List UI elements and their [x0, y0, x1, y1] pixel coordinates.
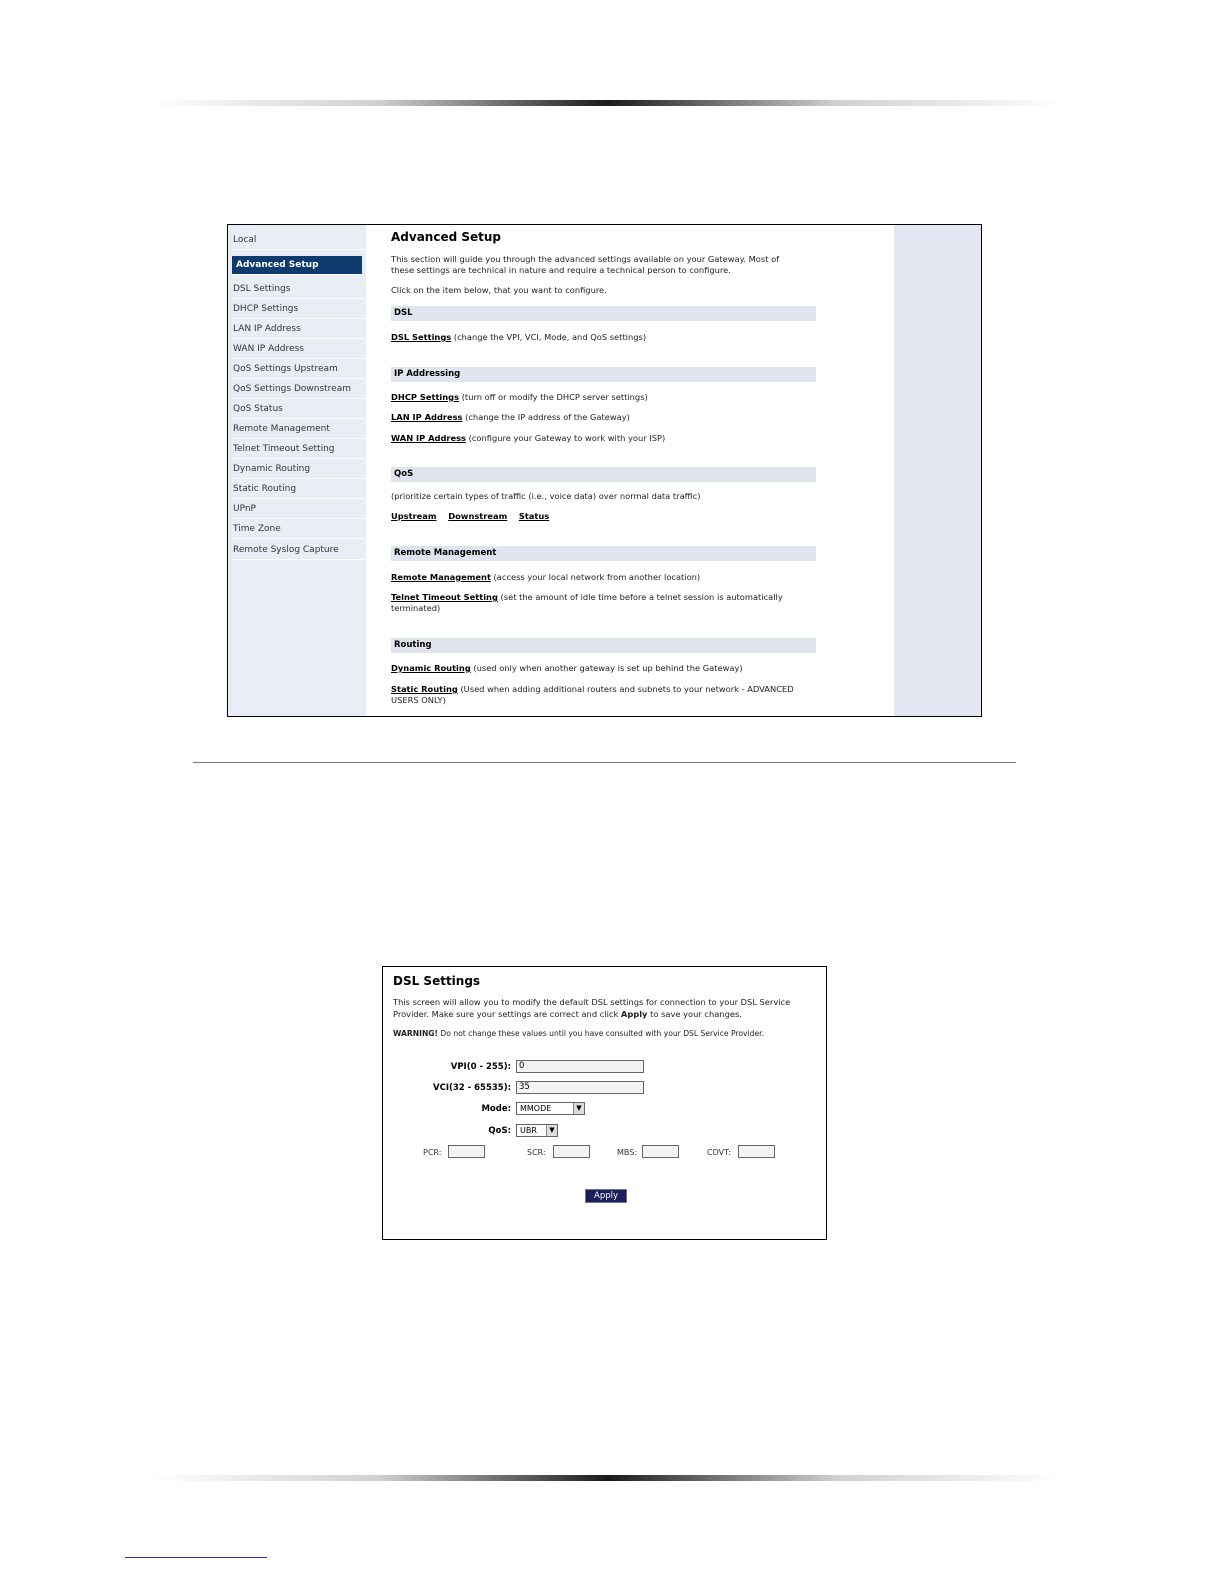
- dynamic-routing-desc: (used only when another gateway is set up behind the Gateway): [470, 663, 743, 673]
- mode-select-value: MMODE: [520, 1104, 552, 1113]
- telnet-timeout-row: [391, 592, 783, 603]
- instruction-text: Click on the item below, that you want to configure.: [391, 285, 607, 295]
- section-header-routing: Routing: [391, 638, 816, 653]
- vpi-label: VPI(0 - 255):: [450, 1062, 511, 1072]
- warning-label: WARNING!: [393, 1029, 438, 1038]
- static-routing-desc-2: USERS ONLY): [391, 695, 446, 705]
- wan-ip-desc: (configure your Gateway to work with your ISP): [465, 433, 666, 443]
- section-header-dsl: DSL: [391, 306, 816, 321]
- vci-label: VCI(32 - 65535):: [433, 1083, 511, 1093]
- qos-label: QoS:: [488, 1126, 511, 1136]
- scr-label: SCR:: [527, 1148, 546, 1157]
- qos-downstream-link[interactable]: Downstream: [448, 511, 508, 521]
- sidebar-item-qos-upstream[interactable]: QoS Settings Upstream: [232, 360, 365, 379]
- header-rule: [150, 100, 1065, 106]
- dsl-settings-title: DSL Settings: [393, 974, 481, 988]
- dhcp-settings-desc: (turn off or modify the DHCP server settings): [459, 392, 648, 402]
- sidebar: [228, 225, 366, 716]
- chevron-down-icon[interactable]: ▼: [546, 1125, 557, 1136]
- remote-management-link[interactable]: Remote Management: [391, 572, 491, 582]
- wan-ip-address-link[interactable]: WAN IP Address: [391, 433, 466, 443]
- lan-ip-desc: (change the IP address of the Gateway): [462, 412, 630, 422]
- qos-upstream-link[interactable]: Upstream: [391, 511, 437, 521]
- sidebar-item-static-routing[interactable]: Static Routing: [232, 480, 365, 499]
- qos-select[interactable]: [516, 1124, 558, 1137]
- dsl-intro-line-2: [393, 1009, 742, 1020]
- qos-links-row: [391, 511, 549, 522]
- page-title: Advanced Setup: [391, 230, 502, 244]
- sidebar-item-lan-ip-address[interactable]: LAN IP Address: [232, 320, 365, 339]
- cdvt-input[interactable]: [738, 1145, 775, 1158]
- sidebar-item-remote-management[interactable]: Remote Management: [232, 420, 365, 439]
- section-divider: [193, 762, 1016, 763]
- section-header-qos: QoS: [391, 467, 816, 482]
- warning-text: [393, 1028, 764, 1039]
- qos-status-link[interactable]: Status: [518, 511, 550, 521]
- main-content: [391, 225, 821, 716]
- mode-label: Mode:: [481, 1104, 511, 1114]
- dhcp-settings-link[interactable]: DHCP Settings: [391, 392, 460, 402]
- sidebar-item-time-zone[interactable]: Time Zone: [232, 520, 365, 539]
- dhcp-settings-row: [391, 392, 648, 403]
- mode-select[interactable]: [516, 1102, 585, 1115]
- sidebar-item-dsl-settings[interactable]: DSL Settings: [232, 280, 365, 299]
- wan-ip-row: [391, 433, 665, 444]
- sidebar-item-local[interactable]: Local: [232, 231, 365, 250]
- pcr-label: PCR:: [423, 1148, 442, 1157]
- static-routing-desc: (Used when adding additional routers and subnets to your network - ADVANCED: [457, 684, 794, 694]
- qos-desc: (prioritize certain types of traffic (i.e., voice data) over normal data traffic): [391, 491, 701, 501]
- static-routing-row: [391, 684, 794, 695]
- vpi-input[interactable]: 0: [516, 1060, 644, 1073]
- apply-button[interactable]: Apply: [585, 1189, 627, 1203]
- dsl-settings-row: [391, 332, 646, 343]
- sidebar-item-qos-status[interactable]: QoS Status: [232, 400, 365, 419]
- advanced-setup-screenshot: [227, 224, 982, 717]
- intro-line-2: these settings are technical in nature and require a technical person to configure.: [391, 265, 731, 275]
- lan-ip-row: [391, 412, 630, 423]
- dsl-settings-link[interactable]: DSL Settings: [391, 332, 452, 342]
- footer-rule: [150, 1475, 1065, 1481]
- content-gutter: [366, 225, 375, 716]
- dynamic-routing-link[interactable]: Dynamic Routing: [391, 663, 471, 673]
- section-header-remote-management: Remote Management: [391, 546, 816, 561]
- dsl-intro-text-a: Provider. Make sure your settings are correct and click: [393, 1009, 621, 1019]
- cdvt-label: CDVT:: [707, 1148, 731, 1157]
- qos-select-value: UBR: [520, 1126, 537, 1135]
- telnet-timeout-link[interactable]: Telnet Timeout Setting: [391, 592, 498, 602]
- sidebar-item-advanced-setup[interactable]: Advanced Setup: [232, 256, 362, 275]
- sidebar-item-telnet-timeout[interactable]: Telnet Timeout Setting: [232, 440, 365, 459]
- intro-line-1: This section will guide you through the advanced settings available on your Gateway. Most of: [391, 254, 780, 264]
- footer-link-underline: [125, 1557, 267, 1558]
- remote-management-desc: (access your local network from another location): [490, 572, 701, 582]
- mbs-label: MBS:: [617, 1148, 638, 1157]
- telnet-timeout-desc-2: terminated): [391, 603, 441, 613]
- mbs-input[interactable]: [642, 1145, 679, 1158]
- warning-message: Do not change these values until you have consulted with your DSL Service Provider.: [438, 1029, 764, 1038]
- lan-ip-address-link[interactable]: LAN IP Address: [391, 412, 463, 422]
- section-header-ip-addressing: IP Addressing: [391, 367, 816, 382]
- remote-management-row: [391, 572, 700, 583]
- dynamic-routing-row: [391, 663, 743, 674]
- static-routing-link[interactable]: Static Routing: [391, 684, 458, 694]
- dsl-settings-screenshot: [382, 966, 827, 1240]
- dsl-intro-line-1: This screen will allow you to modify the default DSL settings for connection to your DSL Service: [393, 997, 791, 1007]
- vci-input[interactable]: 35: [516, 1081, 644, 1094]
- dsl-intro-text-c: to save your changes.: [647, 1009, 742, 1019]
- right-column: [894, 225, 981, 716]
- pcr-input[interactable]: [448, 1145, 485, 1158]
- sidebar-item-dynamic-routing[interactable]: Dynamic Routing: [232, 460, 365, 479]
- dsl-settings-desc: (change the VPI, VCI, Mode, and QoS settings): [451, 332, 647, 342]
- scr-input[interactable]: [553, 1145, 590, 1158]
- sidebar-item-qos-downstream[interactable]: QoS Settings Downstream: [232, 380, 365, 399]
- chevron-down-icon[interactable]: ▼: [573, 1103, 584, 1114]
- sidebar-item-wan-ip-address[interactable]: WAN IP Address: [232, 340, 365, 359]
- telnet-timeout-desc: (set the amount of idle time before a telnet session is automatically: [497, 592, 783, 602]
- dsl-intro-apply-word: Apply: [620, 1009, 648, 1019]
- sidebar-item-dhcp-settings[interactable]: DHCP Settings: [232, 300, 365, 319]
- sidebar-item-remote-syslog[interactable]: Remote Syslog Capture: [232, 541, 365, 560]
- sidebar-item-upnp[interactable]: UPnP: [232, 500, 365, 519]
